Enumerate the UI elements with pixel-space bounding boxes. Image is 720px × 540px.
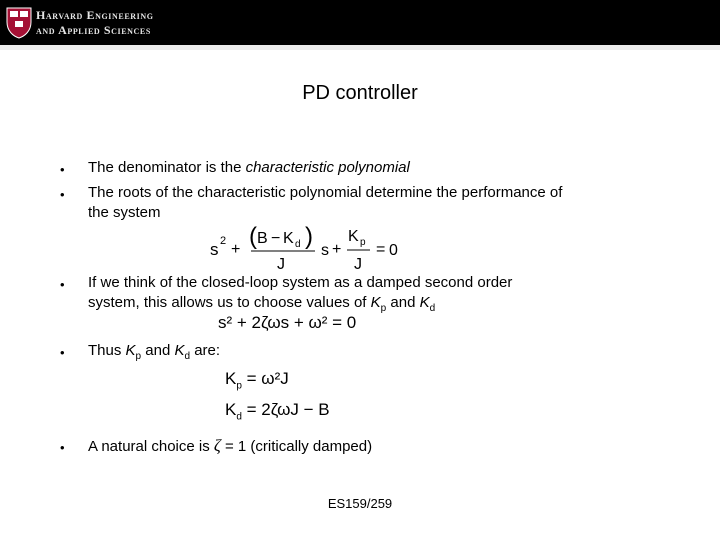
bullet-4-end: are: (190, 342, 221, 359)
bullet-4-text (88, 341, 220, 367)
bullet-marker: • (60, 440, 65, 455)
eq1-B: B (257, 230, 268, 247)
and-word: and (141, 342, 175, 359)
slide-title: PD controller (302, 82, 418, 104)
eq1-minus: − (271, 230, 281, 247)
kp-subscript: p (380, 303, 387, 314)
bullet-marker: • (60, 162, 65, 177)
eq1-s2: s (321, 242, 329, 259)
kd-rhs: = 2ζωJ − B (246, 400, 330, 419)
header-divider (0, 45, 720, 50)
bullet-4-plain: Thus (88, 342, 126, 359)
kd-subscript: d (429, 303, 436, 314)
equation-characteristic-polynomial (205, 222, 415, 276)
header-bar (0, 0, 720, 45)
eq1-K: K (283, 230, 294, 247)
brand-name-line1: Harvard Engineering (36, 8, 154, 22)
eq1-Kp-p: p (360, 237, 366, 248)
bullet-5-end: = 1 (critically damped) (220, 438, 373, 455)
bullet-1-text (88, 158, 410, 178)
bullet-marker: • (60, 187, 65, 202)
bullet-5-plain: A natural choice is (88, 438, 214, 455)
eq1-J2: J (354, 256, 362, 273)
kp-rhs: = ω²J (246, 369, 289, 388)
kp-symbol: K (125, 342, 136, 359)
eq1-s: s (210, 240, 219, 259)
bullet-3-line1: If we think of the closed-loop system as a damped second order (88, 274, 513, 291)
eq1-d: d (295, 239, 301, 250)
harvard-shield-logo (6, 7, 32, 39)
bullet-5-text (88, 436, 372, 457)
kd-lhs: K (225, 400, 237, 419)
kp-subscript: p (135, 351, 142, 362)
kd-symbol: K (174, 342, 185, 359)
eq1-zero: 0 (389, 242, 398, 259)
brand-name-line2: and Applied Sciences (36, 23, 151, 37)
eq1-square: 2 (220, 235, 227, 247)
kd-lhs-subscript: d (236, 411, 242, 423)
eq1-paren-close: ) (305, 223, 313, 250)
kd-subscript: d (184, 351, 191, 362)
bullet-1-emphasis: characteristic polynomial (245, 159, 410, 176)
kp-symbol: K (370, 294, 381, 311)
eq1-plus2: + (332, 241, 342, 258)
bullet-3-plain: system, this allows us to choose values of (88, 294, 371, 311)
kd-symbol: K (419, 294, 430, 311)
eq1-paren-open: ( (249, 223, 257, 250)
kp-lhs-subscript: p (236, 380, 242, 392)
bullet-marker: • (60, 345, 65, 360)
zeta-symbol: ζ (213, 436, 221, 455)
equation-kd (225, 400, 330, 422)
bullet-2-line1: The roots of the characteristic polynomial determine the performance of (88, 184, 563, 201)
eq1-Kp-K: K (348, 228, 359, 245)
and-word: and (386, 294, 420, 311)
eq1-equals: = (376, 241, 386, 258)
bullet-2-line2: the system (88, 204, 161, 221)
footer-course-code: ES159/259 (327, 496, 393, 511)
equation-second-order: s² + 2ζωs + ω² = 0 (218, 313, 357, 332)
eq1-J1: J (277, 256, 285, 273)
bullet-1-plain: The denominator is the (88, 159, 246, 176)
equation-kp (225, 369, 289, 391)
kp-lhs: K (225, 369, 237, 388)
bullet-marker: • (60, 277, 65, 292)
eq1-plus: + (231, 241, 241, 258)
